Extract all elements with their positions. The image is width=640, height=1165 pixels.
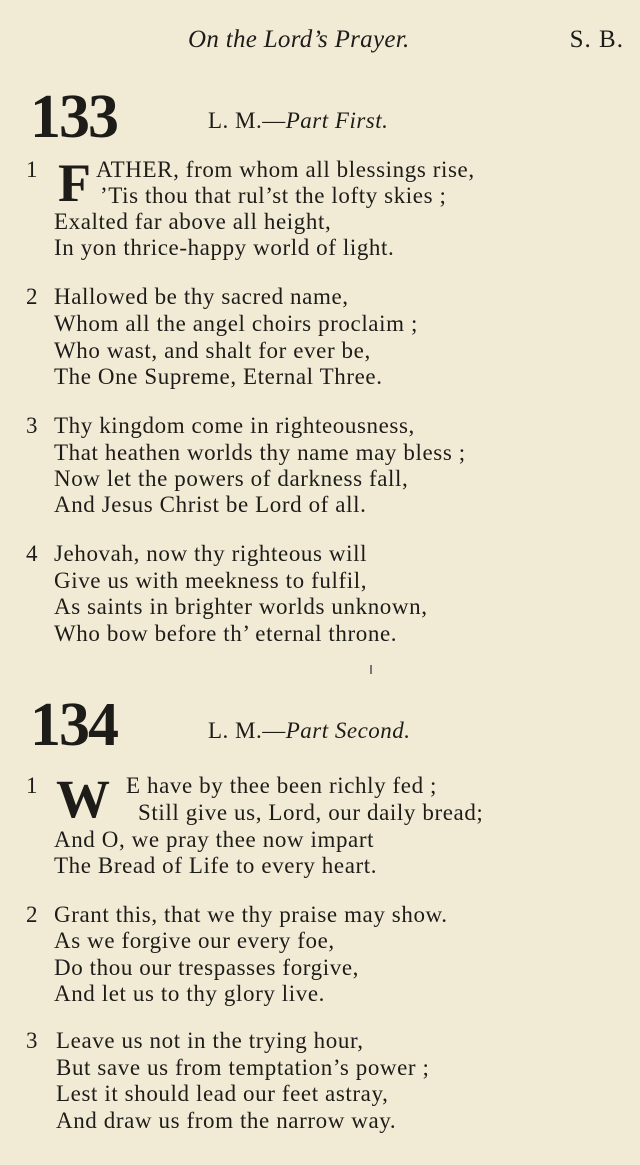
verse-line: Give us with meekness to fulfil, — [54, 568, 368, 593]
verse-line: But save us from temptation’s power ; — [56, 1055, 430, 1080]
part-label: Part Second. — [285, 718, 411, 743]
verse-line: In yon thrice-happy world of light. — [54, 235, 395, 260]
stanza-number: 1 — [26, 157, 38, 182]
stanza-number: 3 — [26, 1028, 38, 1053]
signature-mark: S. B. — [569, 26, 624, 53]
hymn-meter — [208, 108, 388, 134]
meter-label: L. M.— — [208, 718, 286, 743]
verse-line: Lest it should lead our feet astray, — [56, 1081, 389, 1106]
verse-line: Thy kingdom come in righteousness, — [54, 413, 415, 438]
verse-line: ’Tis thou that rul’st the lofty skies ; — [100, 183, 447, 208]
stanza-number: 2 — [26, 284, 38, 309]
stanza-number: 2 — [26, 902, 38, 927]
verse-line: E have by thee been richly fed ; — [126, 773, 438, 798]
verse-line: Do thou our trespasses forgive, — [54, 955, 359, 980]
hymn-number: 134 — [30, 691, 117, 759]
running-head — [0, 26, 640, 58]
verse-line: Leave us not in the trying hour, — [56, 1028, 364, 1053]
verse-line: And Jesus Christ be Lord of all. — [54, 492, 367, 517]
stanza-number: 3 — [26, 413, 38, 438]
verse-line: As we forgive our every foe, — [54, 928, 335, 953]
stanza-number: 4 — [26, 541, 38, 566]
meter-label: L. M.— — [208, 108, 286, 133]
verse-line: Grant this, that we thy praise may show. — [54, 902, 448, 927]
verse-line: And draw us from the narrow way. — [56, 1108, 397, 1133]
stanza-number: 1 — [26, 773, 38, 798]
verse-line: As saints in brighter worlds unknown, — [54, 594, 428, 619]
verse-line: Hallowed be thy sacred name, — [54, 284, 349, 309]
verse-line: And O, we pray thee now impart — [54, 827, 375, 852]
verse-line: Now let the powers of darkness fall, — [54, 466, 409, 491]
verse-line: Whom all the angel choirs proclaim ; — [54, 311, 418, 336]
verse-line: And let us to thy glory live. — [54, 981, 326, 1006]
verse-line: Who wast, and shalt for ever be, — [54, 338, 371, 363]
drop-cap: W — [56, 769, 110, 829]
divider-mark — [370, 665, 372, 674]
verse-line: That heathen worlds thy name may bless ; — [54, 440, 466, 465]
verse-line: The One Supreme, Eternal Three. — [54, 364, 383, 389]
verse-line: Who bow before th’ eternal throne. — [54, 621, 398, 646]
verse-line: ATHER, from whom all blessings rise, — [96, 157, 475, 182]
running-title: On the Lord’s Prayer. — [188, 26, 410, 53]
drop-cap: F — [58, 153, 91, 213]
verse-line: Still give us, Lord, our daily bread; — [138, 800, 484, 825]
part-label: Part First. — [285, 108, 389, 133]
verse-line: Jehovah, now thy righteous will — [54, 541, 368, 566]
verse-line: Exalted far above all height, — [54, 209, 332, 234]
hymn-number: 133 — [30, 83, 117, 151]
hymn-meter — [208, 718, 411, 744]
verse-line: The Bread of Life to every heart. — [54, 853, 378, 878]
